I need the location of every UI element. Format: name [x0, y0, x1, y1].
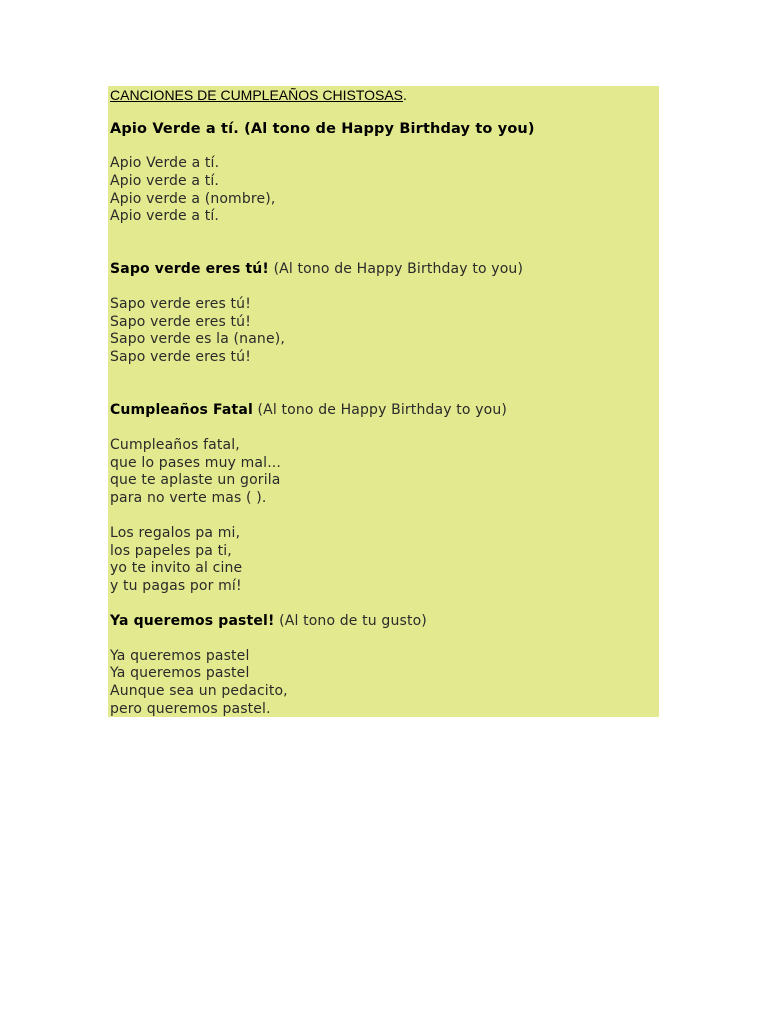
document-title-text: CANCIONES DE CUMPLEAÑOS CHISTOSAS: [110, 87, 404, 103]
song-1-line-1: Apio Verde a tí.: [110, 155, 220, 171]
song-2-line-3: Sapo verde es la (nane),: [110, 331, 285, 347]
song-3-title: Cumpleaños Fatal: [110, 402, 253, 418]
song-1-heading: Apio Verde a tí. (Al tono de Happy Birthday to you): [110, 121, 535, 137]
song-3-heading: [110, 401, 507, 419]
song-3-verse2-line-2: los papeles pa ti,: [110, 543, 232, 559]
song-3-verse2-line-3: yo te invito al cine: [110, 560, 243, 576]
song-4-title: Ya queremos pastel!: [110, 613, 275, 629]
song-3-line-3: que te aplaste un gorila: [110, 472, 281, 488]
song-3-line-2: que lo pases muy mal...: [110, 455, 281, 471]
song-3-line-4: para no verte mas ( ).: [110, 490, 267, 506]
song-1-line-4: Apio verde a tí.: [110, 208, 219, 224]
song-2-tune-note: (Al tono de Happy Birthday to you): [268, 261, 524, 277]
song-2-line-4: Sapo verde eres tú!: [110, 349, 251, 365]
song-3-verse2-line-1: Los regalos pa mi,: [110, 525, 241, 541]
song-4-line-1: Ya queremos pastel: [110, 648, 250, 664]
song-2-title: Sapo verde eres tú!: [110, 261, 269, 277]
song-2-line-2: Sapo verde eres tú!: [110, 314, 251, 330]
song-2-line-1: Sapo verde eres tú!: [110, 296, 251, 312]
song-3-tune-note: (Al tono de Happy Birthday to you): [252, 402, 508, 418]
document-title: [110, 86, 407, 104]
document-title-period: .: [403, 87, 407, 103]
song-4-heading: [110, 612, 427, 630]
song-4-tune-note: (Al tono de tu gusto): [274, 613, 427, 629]
song-1-line-2: Apio verde a tí.: [110, 173, 219, 189]
song-4-line-4: pero queremos pastel.: [110, 701, 271, 717]
song-2-heading: [110, 260, 523, 278]
song-4-line-2: Ya queremos pastel: [110, 665, 250, 681]
song-4-line-3: Aunque sea un pedacito,: [110, 683, 288, 699]
song-3-verse2-line-4: y tu pagas por mí!: [110, 578, 242, 594]
song-1-line-3: Apio verde a (nombre),: [110, 191, 276, 207]
song-3-line-1: Cumpleaños fatal,: [110, 437, 240, 453]
